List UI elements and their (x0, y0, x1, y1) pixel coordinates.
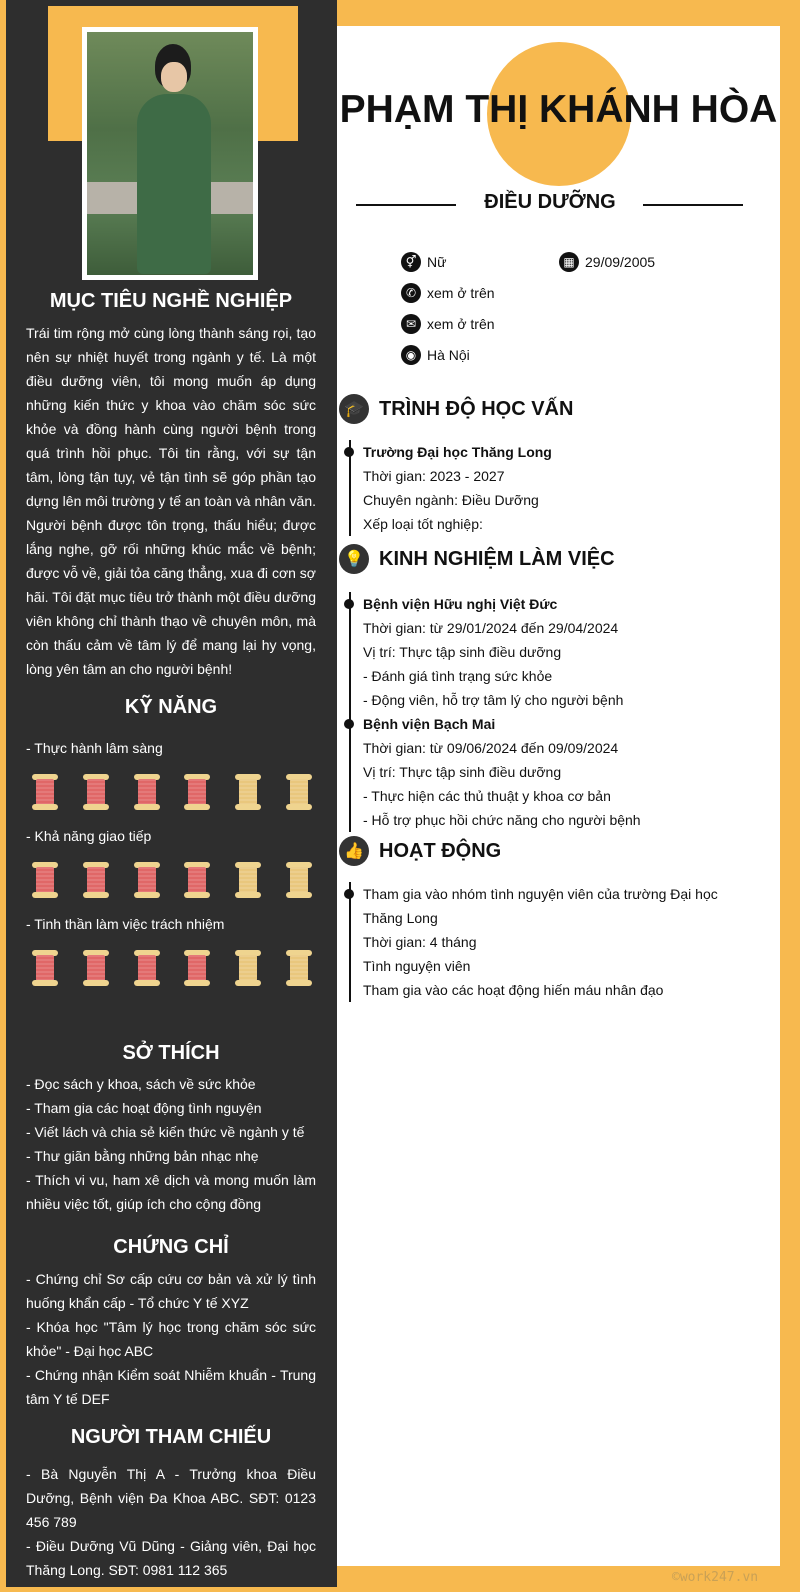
spool-filled-icon (83, 950, 109, 986)
education-time: Thời gian: 2023 - 2027 (363, 468, 505, 484)
phone-value: xem ở trên (427, 285, 495, 301)
spool-filled-icon (83, 862, 109, 898)
cert-item: - Khóa học "Tâm lý học trong chăm sóc sức khỏe" - Đại học ABC (26, 1319, 316, 1359)
reference-item: - Bà Nguyễn Thị A - Trưởng khoa Điều Dưỡng, Bệnh viện Đa Khoa ABC. SĐT: 0123 456 789 (26, 1466, 316, 1530)
spool-filled-icon (134, 862, 160, 898)
skill-name: - Khả năng giao tiếp (26, 828, 152, 844)
spool-filled-icon (32, 950, 58, 986)
spool-filled-icon (134, 774, 160, 810)
job-position: Vị trí: Thực tập sinh điều dưỡng (363, 764, 562, 780)
main-content (337, 26, 780, 1566)
objective-text: Trái tim rộng mở cùng lòng thành sáng rọi, tạo nên sự nhiệt huyết trong ngành y tế. Là một điều dưỡng viên, tôi mong muốn áp dụng những kiến thức y khoa vào chăm sóc sức khỏe và đồng hành cùng người bệnh trong quá trình hồi phục. Tôi tin rằng, với sự tận tâm, lòng tận tụy, vẻ tận tình sẽ góp phần tạo dựng lên môi trường y tế an toàn và nhân văn. Người bệnh được tôn trọng, thấu hiểu; được lắng nghe, gỡ rối những khúc mắc về bệnh; được vỗ về, giải tỏa căng thẳng, xua đi cơn sợ hãi. Tôi đặt mục tiêu trở thành một điều dưỡng viên không chỉ thành thạo về chuyên môn, mà còn thấu cảm về tâm lý để mang lại hy vọng, lòng yên tâm an cho người bệnh! (26, 325, 316, 677)
phone-icon: ✆ (401, 283, 421, 303)
hobby-item: - Viết lách và chia sẻ kiến thức về ngành y tế (26, 1124, 305, 1140)
hobby-item: - Đọc sách y khoa, sách về sức khỏe (26, 1076, 256, 1092)
timeline-dot (344, 889, 354, 899)
gender-value: Nữ (427, 254, 447, 270)
email-value: xem ở trên (427, 316, 495, 332)
skill-rating (32, 774, 312, 810)
lightbulb-icon: 💡 (339, 544, 369, 574)
education-title: TRÌNH ĐỘ HỌC VẤN (379, 397, 574, 420)
activities-header (339, 836, 501, 866)
profile-photo (87, 32, 253, 275)
spool-empty-icon (235, 774, 261, 810)
phone-info (401, 283, 495, 303)
graduation-cap-icon: 🎓 (339, 394, 369, 424)
divider (356, 204, 456, 206)
activity-desc: Tham gia vào các hoạt động hiến máu nhân đạo (363, 982, 664, 998)
education-header (339, 394, 573, 424)
spool-filled-icon (184, 862, 210, 898)
education-major: Chuyên ngành: Điều Dưỡng (363, 492, 539, 508)
objective-title: MỤC TIÊU NGHỀ NGHIỆP (49, 290, 293, 312)
candidate-name: PHẠM THỊ KHÁNH HÒA (339, 88, 778, 131)
cert-item: - Chứng nhận Kiểm soát Nhiễm khuẩn - Trung tâm Y tế DEF (26, 1367, 316, 1407)
spool-empty-icon (235, 950, 261, 986)
cert-item: - Chứng chỉ Sơ cấp cứu cơ bản và xử lý tình huống khẩn cấp - Tổ chức Y tế XYZ (26, 1271, 316, 1311)
certs-title: CHỨNG CHỈ (113, 1236, 229, 1258)
skill-rating (32, 862, 312, 898)
job-place: Bệnh viện Hữu nghị Việt Đức (363, 596, 558, 612)
divider (643, 204, 743, 206)
birthday-info (559, 252, 655, 272)
email-icon: ✉ (401, 314, 421, 334)
gender-info (401, 252, 446, 272)
spool-empty-icon (286, 862, 312, 898)
spool-empty-icon (286, 774, 312, 810)
job-task: - Thực hiện các thủ thuật y khoa cơ bản (363, 788, 611, 804)
job-time: Thời gian: từ 29/01/2024 đến 29/04/2024 (363, 620, 619, 636)
activity-role: Tình nguyện viên (363, 958, 471, 974)
thumbs-up-icon: 👍 (339, 836, 369, 866)
hobby-item: - Thư giãn bằng những bản nhạc nhẹ (26, 1148, 259, 1164)
job-time: Thời gian: từ 09/06/2024 đến 09/09/2024 (363, 740, 619, 756)
left-sidebar (6, 0, 337, 1587)
skill-name: - Thực hành lâm sàng (26, 740, 163, 756)
skill-name: - Tinh thần làm việc trách nhiệm (26, 916, 225, 932)
address-info (401, 345, 470, 365)
certs-list (26, 1267, 316, 1411)
references-title: NGƯỜI THAM CHIẾU (70, 1426, 272, 1448)
spool-empty-icon (286, 950, 312, 986)
hobby-item: - Thích vi vu, ham xê dịch và mong muốn làm nhiều việc tốt, giúp ích cho cộng đồng (26, 1172, 316, 1212)
experience-timeline (349, 592, 641, 832)
spool-filled-icon (184, 950, 210, 986)
experience-title: KINH NGHIỆM LÀM VIỆC (379, 547, 615, 570)
activities-timeline (349, 882, 718, 1002)
timeline-dot (344, 719, 354, 729)
hobbies-title: SỞ THÍCH (122, 1042, 220, 1064)
timeline-dot (344, 599, 354, 609)
skills-title: KỸ NĂNG (124, 696, 218, 718)
job-title: ĐIỀU DƯỠNG (484, 191, 616, 213)
birthday-cake-icon: ▦ (559, 252, 579, 272)
activity-time: Thời gian: 4 tháng (363, 934, 477, 950)
spool-filled-icon (184, 774, 210, 810)
experience-header (339, 544, 615, 574)
spool-filled-icon (32, 774, 58, 810)
location-pin-icon: ◉ (401, 345, 421, 365)
activity-line: Tham gia vào nhóm tình nguyện viên của trường Đại học (363, 886, 718, 902)
birthday-value: 29/09/2005 (585, 254, 656, 270)
education-grade: Xếp loại tốt nghiệp: (363, 516, 483, 532)
spool-filled-icon (32, 862, 58, 898)
spool-filled-icon (83, 774, 109, 810)
activities-title: HOẠT ĐỘNG (379, 839, 502, 862)
spool-filled-icon (134, 950, 160, 986)
profile-photo-frame (82, 27, 258, 280)
skill-rating (32, 950, 312, 986)
timeline-dot (344, 447, 354, 457)
address-value: Hà Nội (427, 347, 470, 363)
spool-empty-icon (235, 862, 261, 898)
job-position: Vị trí: Thực tập sinh điều dưỡng (363, 644, 562, 660)
job-task: - Đánh giá tình trạng sức khỏe (363, 668, 553, 684)
reference-item: - Điều Dưỡng Vũ Dũng - Giảng viên, Đại học Thăng Long. SĐT: 0981 112 365 (26, 1538, 316, 1578)
activity-line: Thăng Long (363, 910, 438, 926)
email-info (401, 314, 495, 334)
references-list (26, 1462, 316, 1582)
hobby-item: - Tham gia các hoạt động tình nguyện (26, 1100, 262, 1116)
hobbies-list (26, 1072, 316, 1216)
job-task: - Hỗ trợ phục hồi chức năng cho người bệnh (363, 812, 641, 828)
education-timeline (349, 440, 552, 536)
watermark: ©work247.vn (672, 1570, 759, 1585)
school-name: Trường Đại học Thăng Long (363, 444, 552, 460)
job-task: - Động viên, hỗ trợ tâm lý cho người bệnh (363, 692, 624, 708)
gender-icon: ⚥ (401, 252, 421, 272)
job-place: Bệnh viện Bạch Mai (363, 716, 496, 732)
